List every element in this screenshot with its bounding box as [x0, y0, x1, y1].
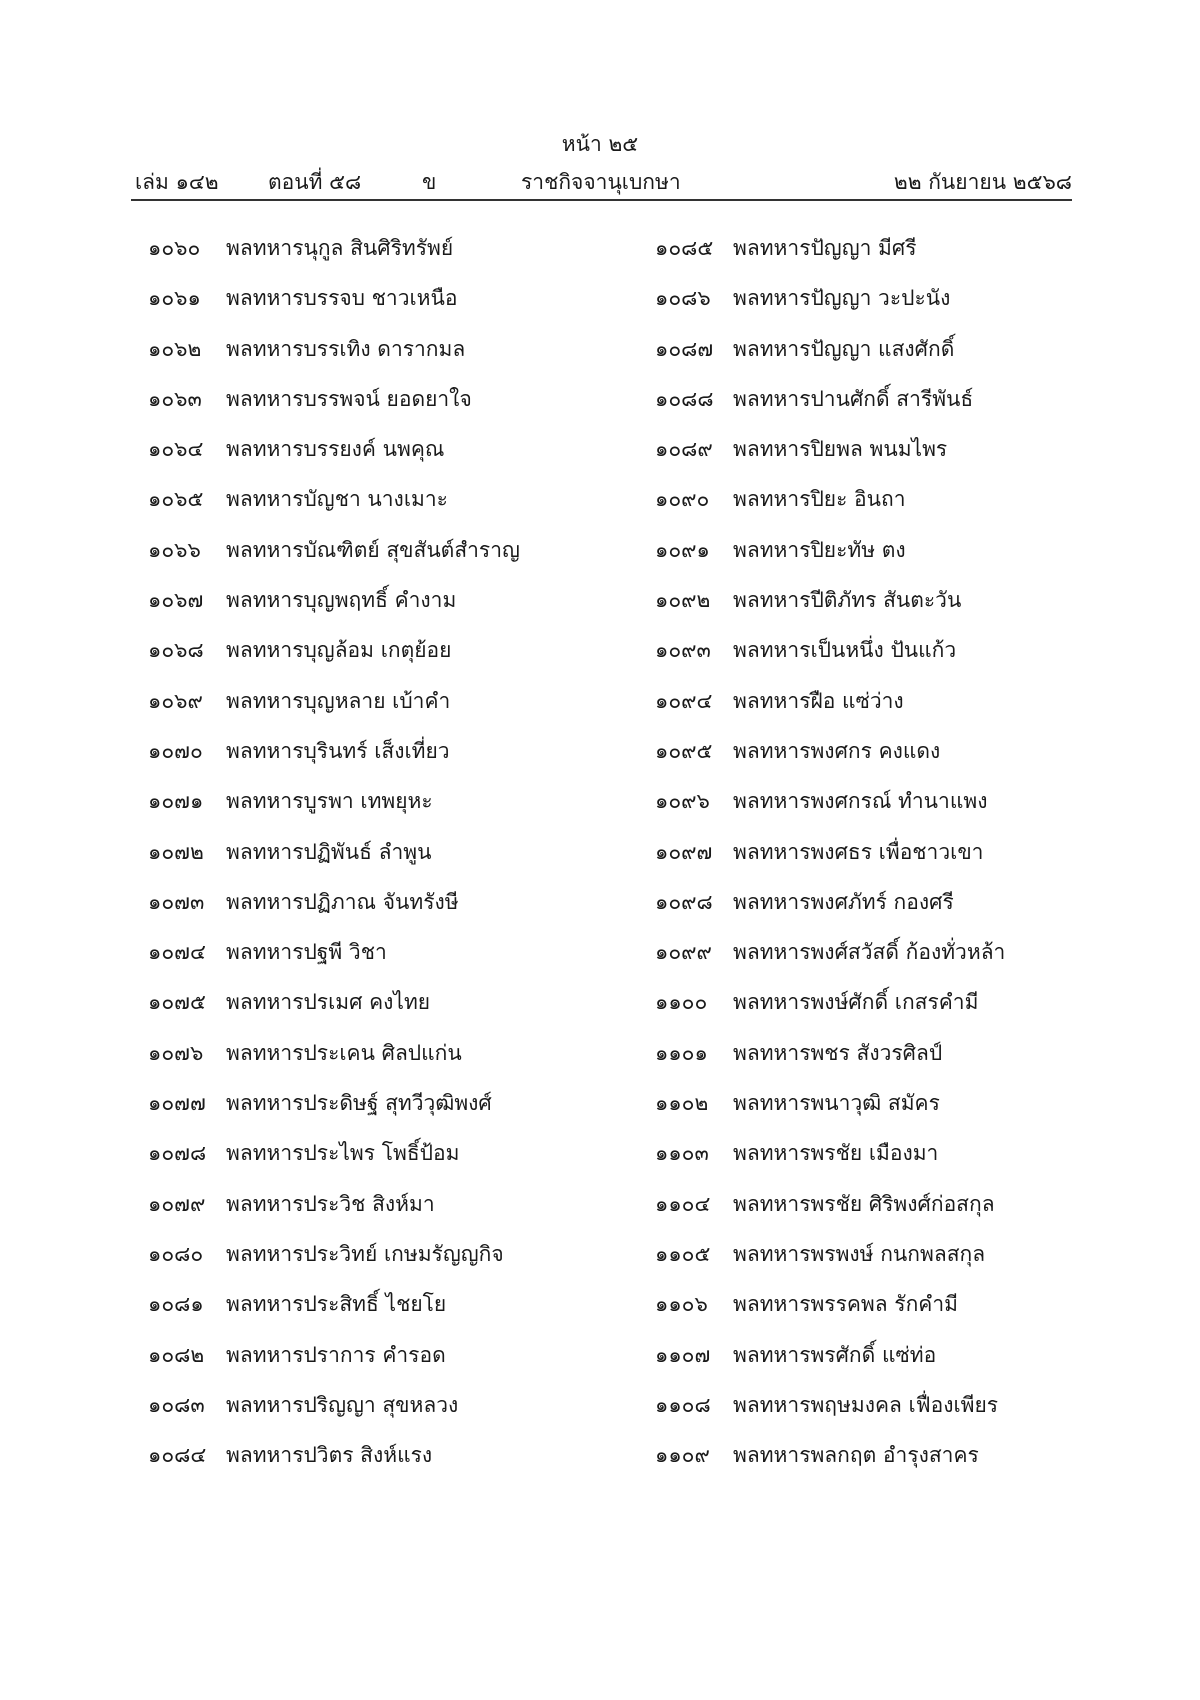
list-item: [655, 886, 1005, 936]
entry-name: พลทหารปิยะทัษ ตง: [733, 537, 906, 562]
entry-number: ๑๐๗๕: [148, 990, 206, 1015]
entry-name: พลทหารเป็นหนึ่ง ปันแก้ว: [733, 638, 957, 663]
entry-name: พลทหารพงษ์ศักดิ์ เกสรคำมี: [733, 990, 979, 1015]
entry-name: พลทหารบุรินทร์ เส็งเที่ยว: [226, 738, 450, 763]
entry-number: ๑๐๖๘: [148, 638, 204, 663]
entry-number: ๑๐๙๘: [655, 889, 713, 914]
list-item: [148, 986, 520, 1036]
entry-number: ๑๐๖๙: [148, 688, 203, 713]
entry-number: ๑๑๐๐: [655, 990, 708, 1015]
issue-date: ๒๒ กันยายน ๒๕๖๘: [893, 170, 1072, 194]
entry-name: พลทหารบูรพา เทพยุหะ: [226, 789, 433, 814]
entry-number: ๑๐๖๕: [148, 487, 204, 512]
entry-number: ๑๐๙๙: [655, 940, 712, 965]
entry-name: พลทหารปรเมศ คงไทย: [226, 990, 431, 1015]
entry-name: พลทหารพรรคพล รักคำมี: [733, 1292, 958, 1317]
entry-number: ๑๐๘๔: [148, 1443, 207, 1468]
entry-name: พลทหารพรชัย ศิริพงศ์ก่อสกุล: [733, 1191, 995, 1216]
entry-name: พลทหารพนาวุฒิ สมัคร: [733, 1091, 940, 1116]
entry-name: พลทหารปฏิพันธ์ ลำพูน: [226, 839, 432, 864]
entry-name: พลทหารประวิทย์ เกษมรัญญกิจ: [226, 1241, 504, 1266]
entry-name: พลทหารพชร สังวรศิลป์: [733, 1040, 943, 1065]
list-item: [655, 232, 1005, 282]
list-item: [655, 1037, 1005, 1087]
entry-number: ๑๐๗๒: [148, 839, 204, 864]
entry-name: พลทหารบรรจบ ชาวเหนือ: [226, 286, 458, 311]
section-label: ตอนที่ ๕๘: [268, 170, 362, 194]
entry-number: ๑๐๗๑: [148, 789, 204, 814]
entry-number: ๑๑๐๘: [655, 1392, 711, 1417]
list-item: [148, 1439, 520, 1489]
entry-name: พลทหารบัญชา นางเมาะ: [226, 487, 448, 512]
entry-number: ๑๐๖๗: [148, 588, 204, 613]
list-item: [655, 634, 1005, 684]
entry-name: พลทหารพรชัย เมืองมา: [733, 1141, 939, 1166]
list-item: [655, 1137, 1005, 1187]
entry-number: ๑๐๘๒: [148, 1342, 205, 1367]
entry-number: ๑๐๗๓: [148, 889, 205, 914]
entry-number: ๑๐๖๓: [148, 386, 202, 411]
entry-number: ๑๐๙๔: [655, 688, 713, 713]
entry-name: พลทหารบุญหลาย เบ้าคำ: [226, 688, 451, 713]
volume-label: เล่ม ๑๔๒: [135, 170, 219, 194]
entry-number: ๑๐๖๑: [148, 286, 201, 311]
list-item: [655, 333, 1005, 383]
list-item: [655, 433, 1005, 483]
list-item: [655, 785, 1005, 835]
list-item: [148, 886, 520, 936]
part-label: ข: [422, 170, 437, 194]
list-item: [148, 1188, 520, 1238]
entry-name: พลทหารประเคน ศิลปแก่น: [226, 1040, 462, 1065]
entry-name: พลทหารพงศ์สวัสดิ์ ก้องทั่วหล้า: [733, 940, 1006, 965]
list-item: [148, 634, 520, 684]
list-item: [148, 1288, 520, 1338]
list-item: [148, 282, 520, 332]
entry-name: พลทหารบรรยงค์ นพคุณ: [226, 437, 445, 462]
entry-name: พลทหารปีติภัทร สันตะวัน: [733, 588, 962, 613]
entry-name: พลทหารพรศักดิ์ แซ่ท่อ: [733, 1342, 937, 1367]
entry-name: พลทหารประดิษฐ์ สุทวีวุฒิพงศ์: [226, 1091, 492, 1116]
entry-name: พลทหารปัญญา วะปะนัง: [733, 286, 951, 311]
list-item: [655, 383, 1005, 433]
list-item: [148, 735, 520, 785]
entry-number: ๑๐๗๖: [148, 1040, 204, 1065]
entry-name: พลทหารปราการ คำรอด: [226, 1342, 446, 1367]
entry-number: ๑๐๘๑: [148, 1292, 204, 1317]
list-item: [655, 836, 1005, 886]
list-item: [148, 785, 520, 835]
list-item: [148, 383, 520, 433]
entry-name: พลทหารพฤษมงคล เฟื่องเพียร: [733, 1392, 999, 1417]
list-item: [148, 483, 520, 533]
header-divider: [131, 199, 1072, 201]
entry-name: พลทหารพงศภัทร์ กองศรี: [733, 889, 954, 914]
entry-number: ๑๐๘๘: [655, 386, 714, 411]
entry-name: พลทหารนุกูล สินศิริทรัพย์: [226, 236, 454, 260]
entry-number: ๑๐๙๖: [655, 789, 710, 814]
gazette-title: ราชกิจจานุเบกษา: [521, 170, 681, 194]
entry-number: ๑๐๗๗: [148, 1091, 206, 1116]
list-item: [655, 1188, 1005, 1238]
entry-number: ๑๐๙๗: [655, 839, 713, 864]
list-item: [148, 1037, 520, 1087]
list-item: [655, 1389, 1005, 1439]
entry-number: ๑๐๘๖: [655, 286, 711, 311]
list-item: [655, 936, 1005, 986]
entry-name: พลทหารปานศักดิ์ สารีพันธ์: [733, 386, 974, 411]
entry-number: ๑๐๖๒: [148, 336, 202, 361]
entry-number: ๑๑๐๒: [655, 1091, 709, 1116]
entry-name: พลทหารประวิช สิงห์มา: [226, 1191, 435, 1216]
list-item: [148, 433, 520, 483]
list-item: [148, 584, 520, 634]
entry-name: พลทหารปัญญา แสงศักดิ์: [733, 336, 955, 361]
entry-name: พลทหารพงศกรณ์ ทำนาแพง: [733, 789, 988, 814]
entry-name: พลทหารพลกฤต อำรุงสาคร: [733, 1443, 979, 1468]
entry-name: พลทหารบรรเทิง ดารากมล: [226, 336, 466, 361]
entry-number: ๑๑๐๔: [655, 1191, 711, 1216]
entry-number: ๑๐๙๓: [655, 638, 711, 663]
list-item: [148, 836, 520, 886]
list-item: [148, 1238, 520, 1288]
list-item: [655, 282, 1005, 332]
entry-number: ๑๐๖๔: [148, 437, 204, 462]
entry-number: ๑๑๐๙: [655, 1443, 710, 1468]
list-item: [655, 1087, 1005, 1137]
entry-number: ๑๐๘๓: [148, 1392, 205, 1417]
entry-number: ๑๑๐๖: [655, 1292, 708, 1317]
entry-number: ๑๐๖๖: [148, 537, 201, 562]
entry-number: ๑๐๗๙: [148, 1191, 206, 1216]
entry-name: พลทหารบุญพฤทธิ์ คำงาม: [226, 588, 457, 613]
list-item: [148, 1137, 520, 1187]
entry-name: พลทหารปวิตร สิงห์แรง: [226, 1443, 433, 1468]
entry-number: ๑๐๙๑: [655, 537, 710, 562]
list-item: [148, 1339, 520, 1389]
entry-name: พลทหารฝือ แซ่ว่าง: [733, 688, 904, 713]
entry-name: พลทหารบรรพจน์ ยอดยาใจ: [226, 386, 472, 411]
entry-number: ๑๐๗๘: [148, 1141, 207, 1166]
name-list-left-column: [148, 232, 520, 1489]
entry-number: ๑๐๗๔: [148, 940, 206, 965]
entry-number: ๑๐๖๐: [148, 236, 201, 260]
list-item: [655, 534, 1005, 584]
entry-name: พลทหารพงศกร คงแดง: [733, 738, 941, 763]
entry-name: พลทหารบัณฑิตย์ สุขสันต์สำราญ: [226, 537, 520, 562]
entry-name: พลทหารประไพร โพธิ์ป้อม: [226, 1141, 460, 1166]
list-item: [655, 1439, 1005, 1489]
list-item: [655, 685, 1005, 735]
list-item: [655, 584, 1005, 634]
list-item: [655, 1339, 1005, 1389]
entry-number: ๑๑๐๗: [655, 1342, 711, 1367]
list-item: [655, 1238, 1005, 1288]
list-item: [148, 232, 520, 282]
entry-number: ๑๐๙๐: [655, 487, 710, 512]
entry-name: พลทหารปิยะ อินถา: [733, 487, 906, 512]
list-item: [655, 735, 1005, 785]
entry-number: ๑๐๙๒: [655, 588, 711, 613]
entry-number: ๑๐๗๐: [148, 738, 203, 763]
entry-number: ๑๐๘๐: [148, 1241, 204, 1266]
entry-name: พลทหารพรพงษ์ กนกพลสกุล: [733, 1241, 986, 1266]
list-item: [655, 483, 1005, 533]
page-number: หน้า ๒๕: [561, 132, 639, 156]
entry-name: พลทหารพงศธร เพื่อชาวเขา: [733, 839, 984, 864]
entry-number: ๑๑๐๑: [655, 1040, 708, 1065]
list-item: [148, 1087, 520, 1137]
entry-name: พลทหารบุญล้อม เกตุย้อย: [226, 638, 452, 663]
list-item: [148, 1389, 520, 1439]
entry-name: พลทหารปฏิภาณ จันทรังษี: [226, 889, 459, 914]
entry-name: พลทหารปริญญา สุขหลวง: [226, 1392, 459, 1417]
list-item: [148, 936, 520, 986]
list-item: [655, 986, 1005, 1036]
list-item: [148, 534, 520, 584]
list-item: [148, 333, 520, 383]
entry-number: ๑๐๙๕: [655, 738, 713, 763]
entry-name: พลทหารประสิทธิ์ ไชยโย: [226, 1292, 447, 1317]
entry-number: ๑๐๘๙: [655, 437, 713, 462]
entry-name: พลทหารปฐพี วิชา: [226, 940, 387, 965]
entry-number: ๑๐๘๗: [655, 336, 714, 361]
entry-number: ๑๑๐๓: [655, 1141, 709, 1166]
gazette-header: [131, 166, 1072, 202]
list-item: [148, 685, 520, 735]
entry-name: พลทหารปิยพล พนมไพร: [733, 437, 948, 462]
name-list-right-column: [655, 232, 1005, 1489]
entry-number: ๑๐๘๕: [655, 236, 714, 260]
list-item: [655, 1288, 1005, 1338]
entry-name: พลทหารปัญญา มีศรี: [733, 236, 917, 260]
entry-number: ๑๑๐๕: [655, 1241, 711, 1266]
